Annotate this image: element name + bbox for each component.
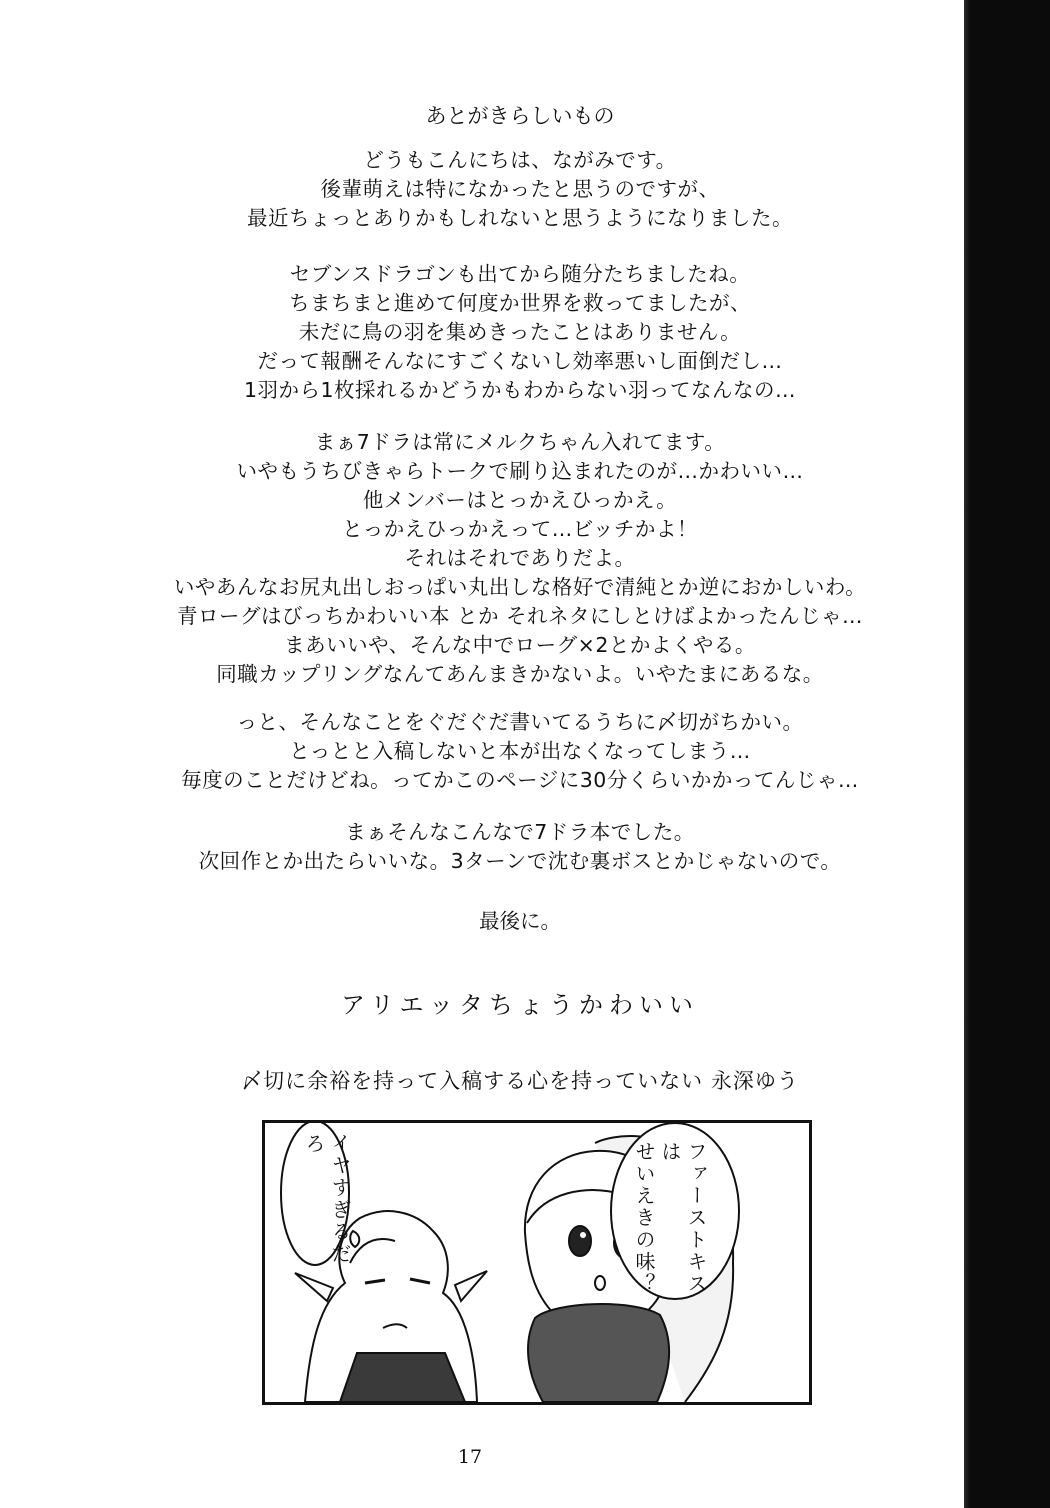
paragraph-1	[120, 146, 920, 233]
page-number: 17	[457, 1446, 483, 1468]
emphasis-line: アリエッタちょうかわいい	[340, 991, 700, 1019]
paragraph-2	[120, 260, 920, 405]
text-line: 他メンバーはとっかえひっかえ。	[362, 488, 678, 512]
speech-bubble-left: イヤすぎるだろ	[302, 1133, 352, 1265]
text-line: 毎度のことだけどね。ってかこのページに30分くらいかかってんじゃ…	[181, 768, 859, 792]
text-line: 最近ちょっとありかもしれないと思うようになりました。	[247, 206, 793, 230]
paragraph-5	[120, 818, 920, 876]
text-line: とっかえひっかえって…ビッチかよ！	[342, 517, 698, 541]
text-line: 後輩萌えは特になかったと思うのですが、	[320, 177, 720, 201]
text-line: 青ローグはびっちかわいい本 とか それネタにしとけばよかったんじゃ…	[176, 604, 864, 628]
text-line: っと、そんなことをぐだぐだ書いてるうちに〆切がちかい。	[236, 710, 804, 734]
text-line: 次回作とか出たらいいな。3ターンで沈む裏ボスとかじゃないので。	[198, 849, 842, 873]
text-line: それはそれでありだよ。	[404, 546, 636, 570]
scan-edge-shade	[964, 0, 970, 1508]
page-title: あとがきらしいもの	[425, 104, 615, 128]
paragraph-3	[120, 428, 920, 689]
text-line: 未だに鳥の羽を集めきったことはありません。	[298, 320, 742, 344]
speech-bubble-right	[631, 1141, 709, 1301]
text-line: どうもこんにちは、ながみです。	[363, 148, 677, 172]
comic-panel	[262, 1120, 812, 1405]
text-line: だって報酬そんなにすごくないし効率悪いし面倒だし…	[257, 349, 783, 373]
text-line: まあいいや、そんな中でローグ×2とかよくやる。	[284, 633, 756, 657]
text-line: いやもうちびきゃらトークで刷り込まれたのが…かわいい…	[236, 459, 804, 483]
paragraph-4	[120, 708, 920, 795]
text-line: まぁそんなこんなで7ドラ本でした。	[345, 820, 695, 844]
closing-line: 最後に。	[479, 909, 561, 933]
bubble-line: せいえきの味？	[632, 1141, 656, 1295]
text-line: ちまちまと進めて何度か世界を救ってましたが、	[289, 291, 751, 315]
bubble-line: ファーストキスは	[658, 1141, 708, 1295]
text-line: 同職カップリングなんてあんまきかないよ。いやたまにあるな。	[216, 662, 824, 686]
text-line: とっとと入稿しないと本が出なくなってしまう…	[289, 739, 751, 763]
text-line: 1羽から1枚採れるかどうかもわからない羽ってなんなの…	[243, 378, 797, 402]
scan-edge	[964, 0, 1050, 1508]
author-signature: 〆切に余裕を持って入稿する心を持っていない 永深ゆう	[241, 1069, 799, 1093]
text-line: いやあんなお尻丸出しおっぱい丸出しな格好で清純とか逆におかしいわ。	[173, 575, 867, 599]
text-line: まぁ7ドラは常にメルクちゃん入れてます。	[314, 430, 726, 454]
text-line: セブンスドラゴンも出てから随分たちましたね。	[289, 262, 751, 286]
